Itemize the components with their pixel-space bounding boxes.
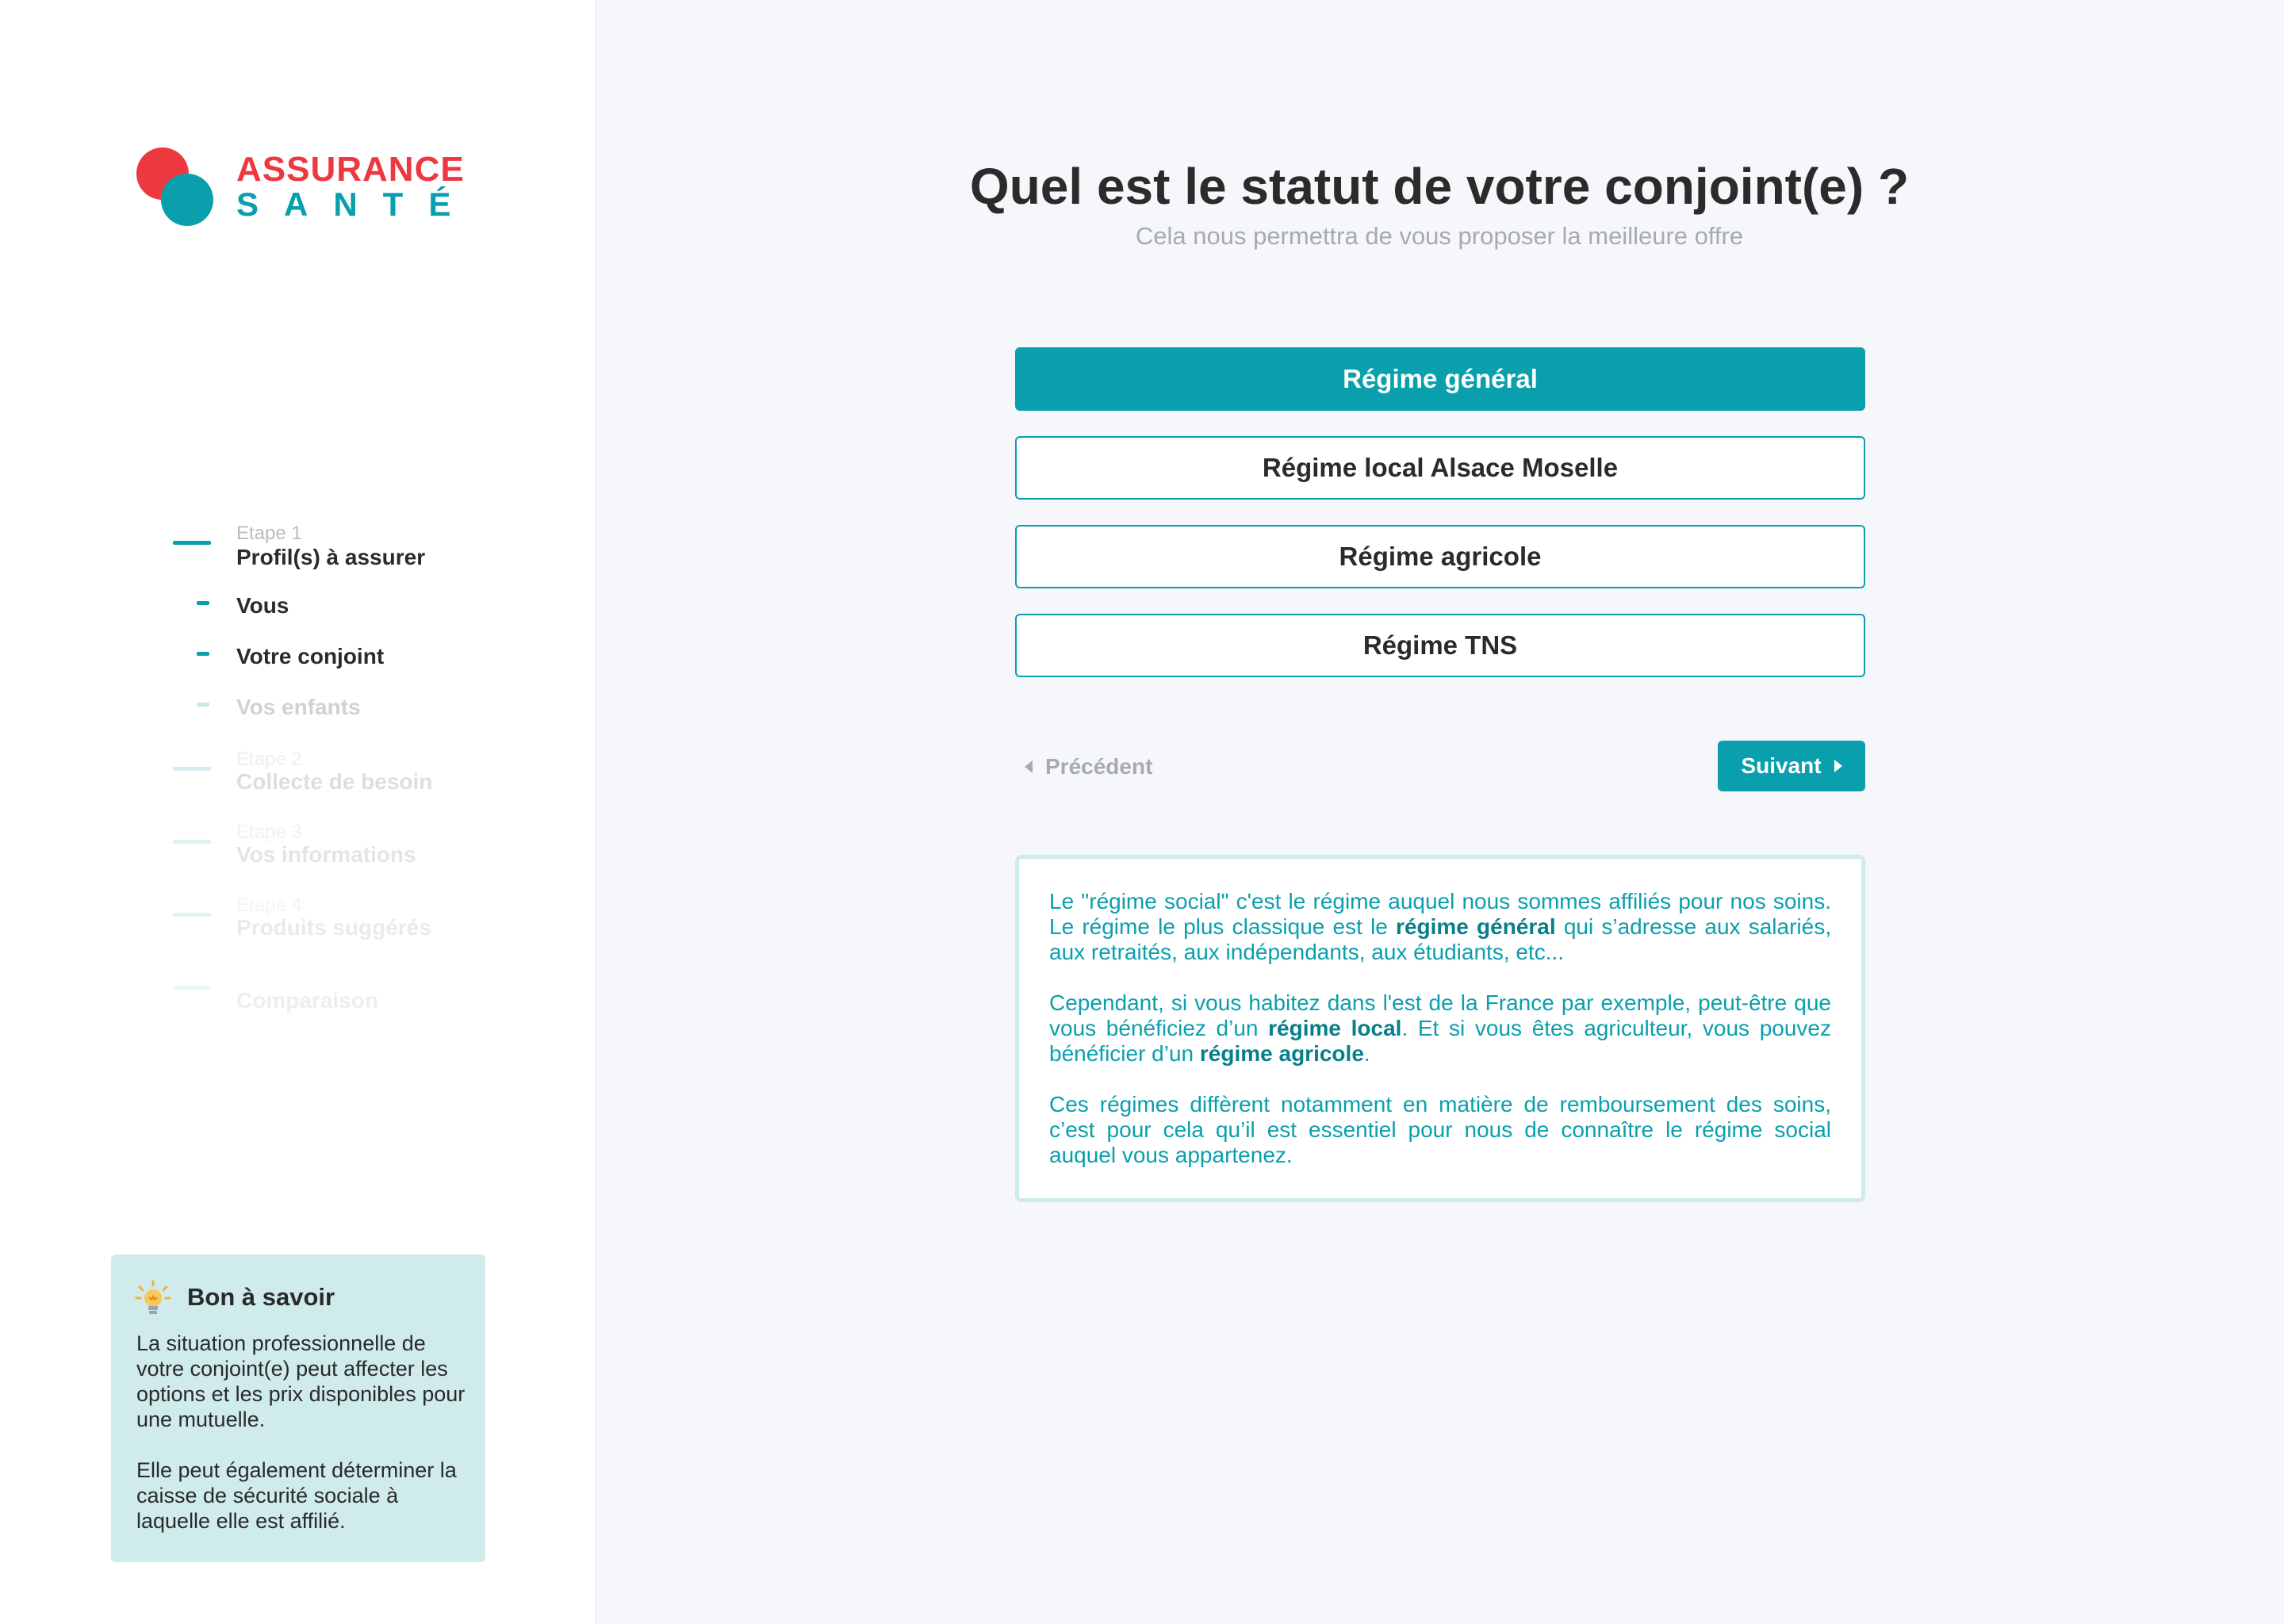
info-p2-text-a: Cependant, si vous habitez dans l'est de la France par exemple, peut-être que vous bénéficiez d’un	[1049, 990, 1831, 1040]
info-paragraph-3: Ces régimes diffèrent notamment en matière de remboursement des soins, c’est pour cela qu’il est essentiel pour nous de connaître le régime social auquel vous appartenez.	[1049, 1092, 1831, 1167]
step-3-number: Etape 3	[236, 822, 302, 843]
step-3-label: Vos informations	[236, 842, 416, 867]
tip-card	[111, 1254, 485, 1562]
info-paragraph-2	[1049, 990, 1831, 1067]
caret-right-icon	[1834, 760, 1842, 772]
lightbulb-icon	[135, 1280, 171, 1316]
brand-logo[interactable]	[136, 147, 477, 235]
step-3-marker	[173, 840, 211, 844]
substep-vous-label: Vous	[236, 593, 289, 618]
info-p2-text-e: .	[1363, 1041, 1370, 1066]
next-button-label: Suivant	[1741, 753, 1822, 778]
caret-left-icon	[1025, 760, 1033, 773]
option-regime-local[interactable]: Régime local Alsace Moselle	[1015, 436, 1865, 500]
substep-enfants-label: Vos enfants	[236, 695, 361, 719]
step-4-marker	[173, 913, 211, 917]
option-regime-general[interactable]: Régime général	[1015, 347, 1865, 411]
step-5-marker	[173, 986, 211, 990]
option-regime-agricole[interactable]: Régime agricole	[1015, 525, 1865, 588]
logo-word-assurance: ASSURANCE	[236, 150, 465, 189]
logo-word-sante: SANTÉ	[236, 186, 477, 223]
step-4-number: Etape 4	[236, 894, 302, 916]
info-paragraph-1	[1049, 889, 1831, 965]
step-4-label: Produits suggérés	[236, 915, 431, 940]
info-p1-highlight: régime général	[1396, 914, 1556, 939]
step-1-label: Profil(s) à assurer	[236, 545, 426, 569]
next-button[interactable]	[1718, 741, 1865, 791]
info-panel	[1015, 855, 1865, 1202]
substep-conjoint-marker	[197, 652, 209, 656]
step-2-number: Etape 2	[236, 749, 302, 770]
step-5-label: Comparaison	[236, 988, 378, 1013]
info-p2-highlight-1: régime local	[1268, 1016, 1402, 1040]
substep-vous-marker	[197, 601, 209, 605]
step-2-label: Collecte de besoin	[236, 769, 433, 794]
substep-conjoint-label: Votre conjoint	[236, 644, 385, 668]
logo-teal-circle	[161, 174, 213, 226]
step-2-marker	[173, 767, 211, 771]
tip-body	[136, 1331, 469, 1559]
tip-paragraph-1: La situation professionnelle de votre conjoint(e) peut affecter les options et les prix disponibles pour une mutuelle.	[136, 1331, 466, 1431]
previous-button-label: Précédent	[1045, 754, 1153, 779]
previous-button[interactable]	[1025, 753, 1152, 780]
page-subtitle: Cela nous permettra de vous proposer la meilleure offre	[1135, 222, 1744, 250]
sidebar	[0, 0, 596, 1624]
step-1-number: Etape 1	[236, 523, 302, 544]
option-regime-tns[interactable]: Régime TNS	[1015, 614, 1865, 677]
info-p1-text-a: Le "régime social" c'est le régime auquel nous sommes affiliés pour nos soins. Le régime le plus classique est le	[1049, 889, 1831, 939]
info-p1-text-c: qui s’adresse aux salariés, aux retraités, aux indépendants, aux étudiants, etc...	[1049, 914, 1831, 964]
step-1-marker	[173, 541, 211, 545]
info-p2-text-c: . Et si vous êtes agriculteur, vous pouvez bénéficier d’un	[1049, 1016, 1831, 1066]
tip-title: Bon à savoir	[187, 1283, 335, 1311]
info-p2-highlight-2: régime agricole	[1199, 1041, 1364, 1066]
page-title: Quel est le statut de votre conjoint(e) ?	[969, 158, 1910, 215]
tip-paragraph-2: Elle peut également déterminer la caisse de sécurité sociale à laquelle elle est affilié.	[136, 1458, 457, 1533]
substep-enfants-marker	[197, 703, 209, 707]
